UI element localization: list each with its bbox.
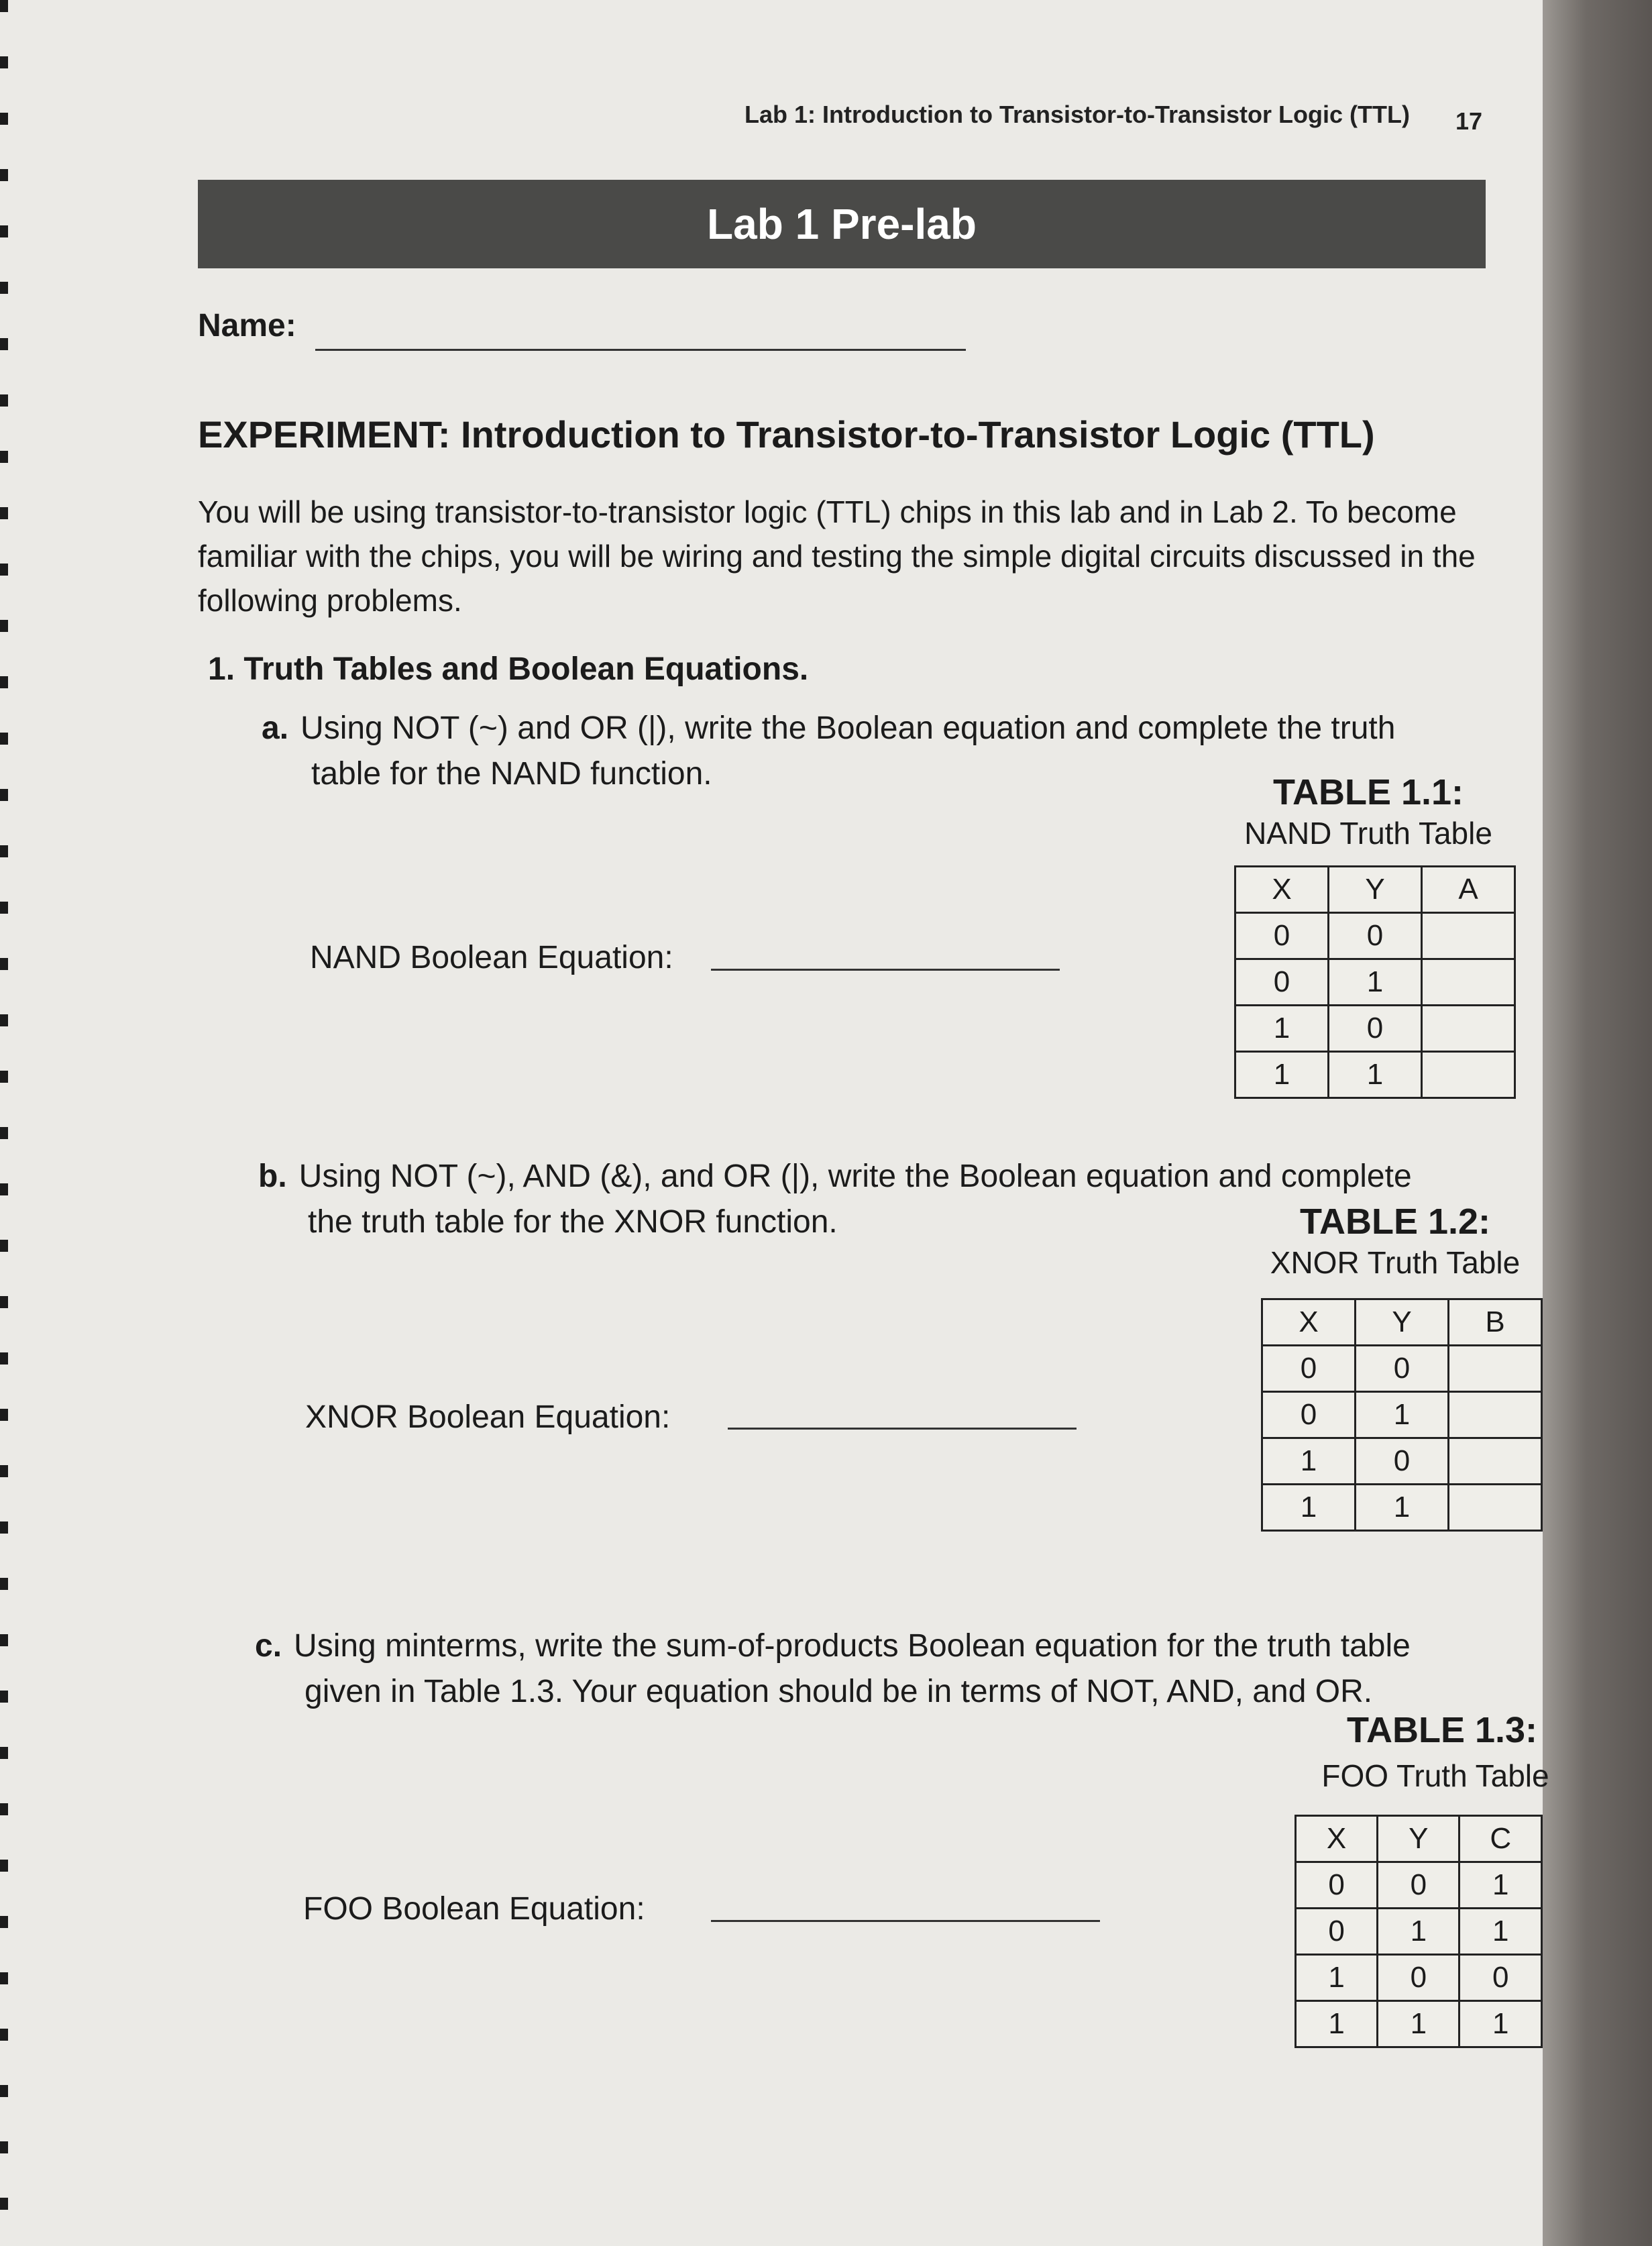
input-cell: 1 bbox=[1235, 1052, 1329, 1098]
input-cell: 1 bbox=[1262, 1485, 1356, 1531]
question-text: table for the NAND function. bbox=[311, 756, 712, 792]
xnor-truth-table bbox=[1261, 1298, 1543, 1532]
question-c bbox=[255, 1623, 1411, 1715]
input-cell: 0 bbox=[1262, 1346, 1356, 1392]
input-cell: 0 bbox=[1378, 1955, 1460, 2001]
input-cell: 0 bbox=[1356, 1438, 1449, 1485]
table-row bbox=[1296, 2001, 1542, 2047]
foo-truth-table bbox=[1295, 1815, 1543, 2048]
question-b bbox=[258, 1154, 1412, 1245]
output-cell[interactable] bbox=[1449, 1346, 1542, 1392]
table-header-row bbox=[1262, 1299, 1542, 1346]
header-cell: X bbox=[1296, 1816, 1378, 1862]
input-cell: 0 bbox=[1356, 1346, 1449, 1392]
output-cell: 1 bbox=[1460, 1909, 1542, 1955]
output-cell[interactable] bbox=[1449, 1438, 1542, 1485]
foo-equation-field[interactable] bbox=[711, 1920, 1100, 1922]
xnor-equation-field[interactable] bbox=[728, 1428, 1077, 1430]
nand-equation-field[interactable] bbox=[711, 969, 1060, 971]
header-cell: C bbox=[1460, 1816, 1542, 1862]
table-row bbox=[1235, 959, 1515, 1006]
header-cell: X bbox=[1262, 1299, 1356, 1346]
question-text: given in Table 1.3. Your equation should be in terms of NOT, AND, and OR. bbox=[305, 1674, 1373, 1709]
question-text: Using minterms, write the sum-of-products Boolean equation for the truth table bbox=[294, 1628, 1411, 1664]
running-head: Lab 1: Introduction to Transistor-to-Transistor Logic (TTL) bbox=[745, 101, 1410, 128]
question-text: the truth table for the XNOR function. bbox=[308, 1204, 838, 1240]
table-1-2-title: TABLE 1.2: bbox=[1299, 1201, 1491, 1242]
input-cell: 0 bbox=[1378, 1862, 1460, 1909]
input-cell: 1 bbox=[1329, 1052, 1422, 1098]
output-cell: 1 bbox=[1460, 1862, 1542, 1909]
output-cell: 0 bbox=[1460, 1955, 1542, 2001]
output-cell[interactable] bbox=[1449, 1485, 1542, 1531]
input-cell: 0 bbox=[1329, 913, 1422, 959]
spiral-binding bbox=[0, 0, 8, 2246]
table-header-row bbox=[1296, 1816, 1542, 1862]
question-text: Using NOT (~) and OR (|), write the Boolean equation and complete the truth bbox=[300, 710, 1396, 746]
input-cell: 0 bbox=[1235, 959, 1329, 1006]
input-cell: 1 bbox=[1356, 1485, 1449, 1531]
table-row bbox=[1235, 913, 1515, 959]
input-cell: 0 bbox=[1262, 1392, 1356, 1438]
output-cell[interactable] bbox=[1422, 1006, 1515, 1052]
table-row bbox=[1262, 1392, 1542, 1438]
question-text: Using NOT (~), AND (&), and OR (|), write the Boolean equation and complete bbox=[298, 1159, 1412, 1194]
input-cell: 0 bbox=[1235, 913, 1329, 959]
table-1-1-title: TABLE 1.1: bbox=[1272, 772, 1464, 812]
nand-equation-label: NAND Boolean Equation: bbox=[310, 940, 673, 975]
nand-truth-table bbox=[1234, 865, 1516, 1099]
question-letter: a. bbox=[262, 710, 289, 746]
input-cell: 0 bbox=[1329, 1006, 1422, 1052]
table-row bbox=[1262, 1485, 1542, 1531]
header-cell: Y bbox=[1356, 1299, 1449, 1346]
name-field[interactable] bbox=[315, 349, 966, 351]
table-row bbox=[1296, 1955, 1542, 2001]
table-row bbox=[1296, 1862, 1542, 1909]
header-cell: X bbox=[1235, 867, 1329, 913]
output-cell: 1 bbox=[1460, 2001, 1542, 2047]
input-cell: 1 bbox=[1378, 1909, 1460, 1955]
output-cell[interactable] bbox=[1449, 1392, 1542, 1438]
question-letter: b. bbox=[258, 1159, 287, 1194]
experiment-heading: EXPERIMENT: Introduction to Transistor-to-Transistor Logic (TTL) bbox=[198, 413, 1375, 456]
foo-equation-label: FOO Boolean Equation: bbox=[303, 1891, 645, 1927]
table-row bbox=[1262, 1346, 1542, 1392]
table-1-1-subtitle: NAND Truth Table bbox=[1244, 816, 1492, 851]
output-cell[interactable] bbox=[1422, 913, 1515, 959]
table-1-3-title: TABLE 1.3: bbox=[1346, 1710, 1538, 1750]
input-cell: 1 bbox=[1296, 2001, 1378, 2047]
question-a bbox=[262, 706, 1395, 797]
question-letter: c. bbox=[255, 1628, 282, 1664]
xnor-equation-label: XNOR Boolean Equation: bbox=[305, 1399, 671, 1435]
header-cell: Y bbox=[1329, 867, 1422, 913]
input-cell: 1 bbox=[1356, 1392, 1449, 1438]
prelab-banner: Lab 1 Pre-lab bbox=[198, 180, 1486, 268]
table-row bbox=[1235, 1052, 1515, 1098]
background-edge bbox=[1543, 0, 1652, 2246]
input-cell: 1 bbox=[1296, 1955, 1378, 2001]
page-number: 17 bbox=[1455, 107, 1483, 135]
output-cell[interactable] bbox=[1422, 959, 1515, 1006]
header-cell: B bbox=[1449, 1299, 1542, 1346]
table-1-3-subtitle: FOO Truth Table bbox=[1321, 1758, 1549, 1793]
input-cell: 1 bbox=[1262, 1438, 1356, 1485]
input-cell: 1 bbox=[1235, 1006, 1329, 1052]
output-cell[interactable] bbox=[1422, 1052, 1515, 1098]
input-cell: 1 bbox=[1378, 2001, 1460, 2047]
input-cell: 0 bbox=[1296, 1909, 1378, 1955]
header-cell: A bbox=[1422, 867, 1515, 913]
table-row bbox=[1262, 1438, 1542, 1485]
input-cell: 1 bbox=[1329, 959, 1422, 1006]
name-label: Name: bbox=[198, 308, 296, 343]
intro-paragraph: You will be using transistor-to-transistor logic (TTL) chips in this lab and in Lab 2. To become familiar with the chips, you will be wiring and testing the simple digital circuits discussed in the following problems. bbox=[198, 494, 1476, 618]
input-cell: 0 bbox=[1296, 1862, 1378, 1909]
section-heading: 1. Truth Tables and Boolean Equations. bbox=[208, 651, 809, 687]
table-row bbox=[1296, 1909, 1542, 1955]
header-cell: Y bbox=[1378, 1816, 1460, 1862]
table-header-row bbox=[1235, 867, 1515, 913]
table-1-2-subtitle: XNOR Truth Table bbox=[1270, 1245, 1521, 1280]
table-row bbox=[1235, 1006, 1515, 1052]
